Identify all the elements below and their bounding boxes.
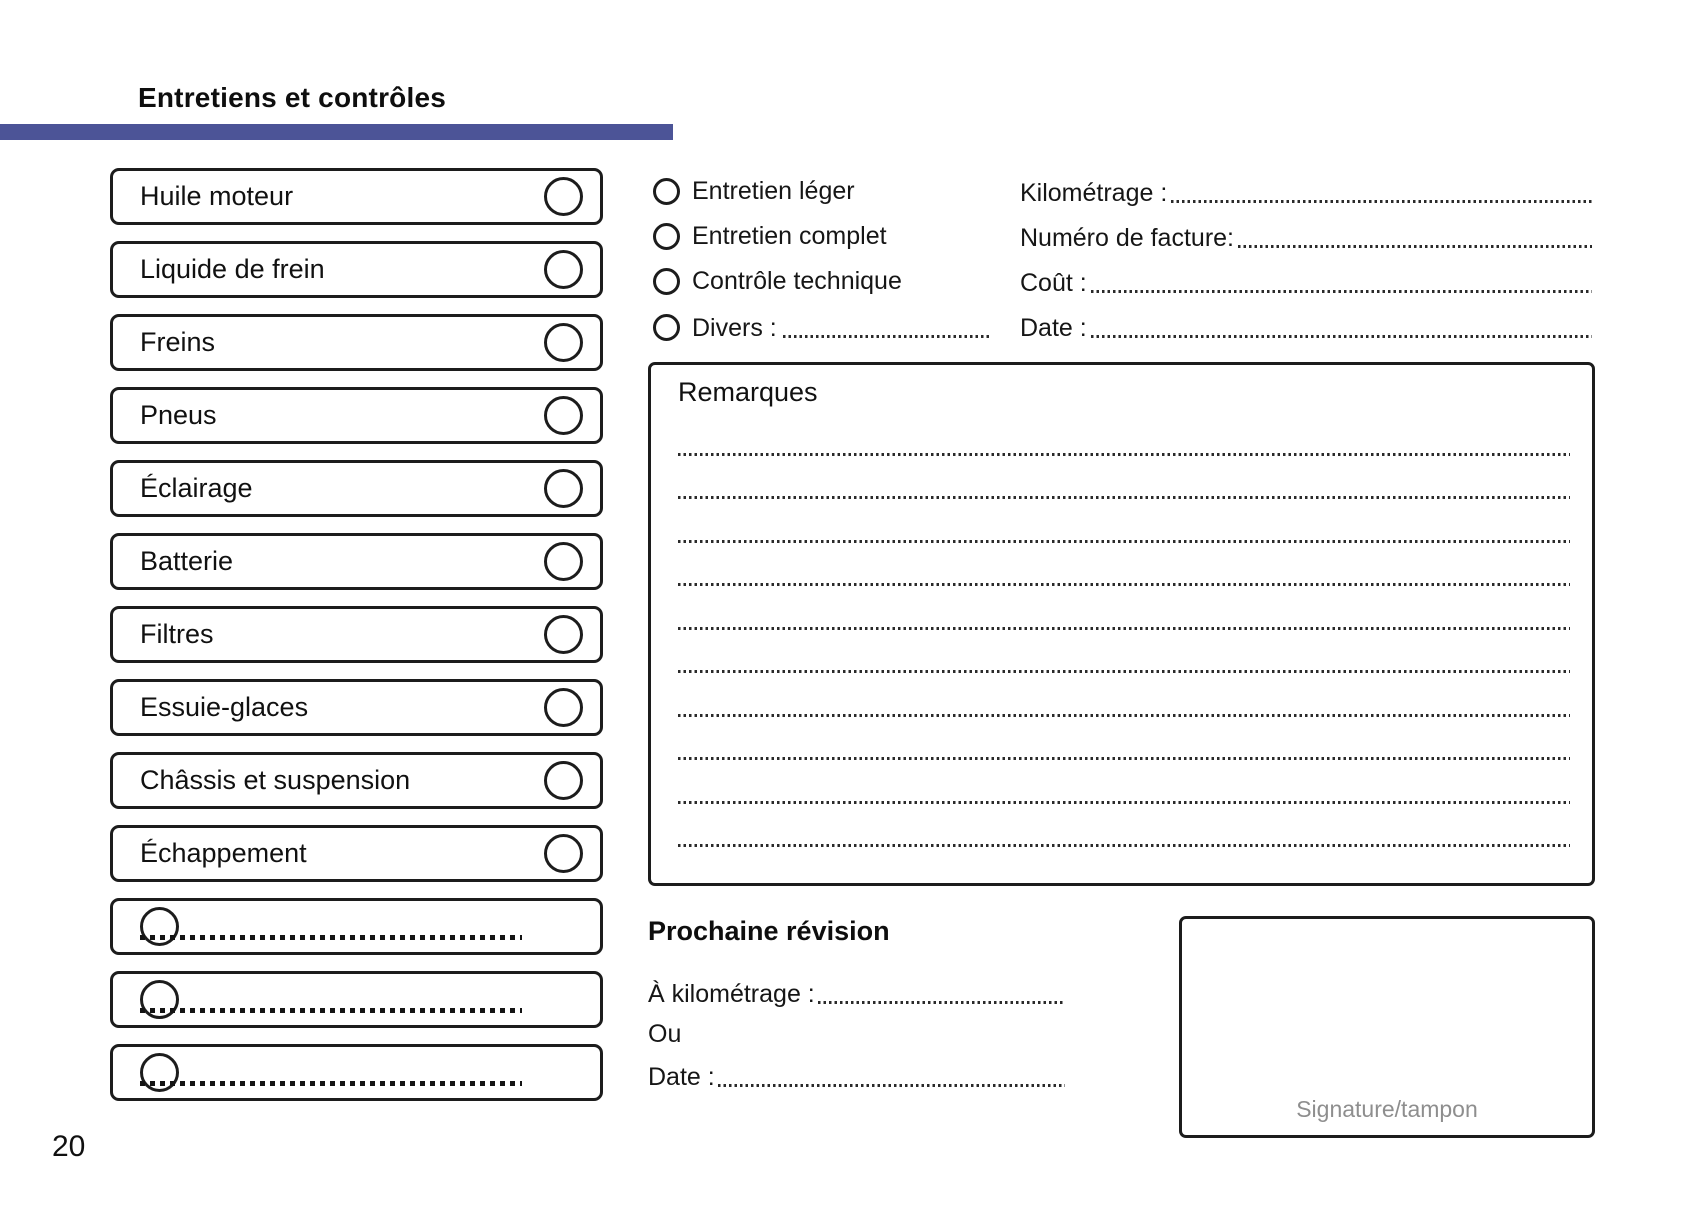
checklist-row-echappement xyxy=(110,825,603,882)
checklist-label: Huile moteur xyxy=(140,181,294,211)
checklist-row-freins xyxy=(110,314,603,371)
check-circle-icon[interactable] xyxy=(544,688,583,727)
service-label: Contrôle technique xyxy=(692,266,902,295)
checklist-row-eclairage xyxy=(110,460,603,517)
checklist-row-batterie xyxy=(110,533,603,590)
service-row-controle-technique xyxy=(653,264,902,298)
remark-write-line[interactable] xyxy=(678,540,1570,543)
checklist-row-blank-3 xyxy=(110,1044,603,1101)
checklist-label: Châssis et suspension xyxy=(140,765,411,795)
next-km-label: À kilométrage : xyxy=(648,980,815,1008)
checklist-row-huile-moteur xyxy=(110,168,603,225)
blank-write-line[interactable] xyxy=(140,935,522,940)
checklist-label: Filtres xyxy=(140,619,214,649)
remark-write-line[interactable] xyxy=(678,583,1570,586)
divers-write-line[interactable] xyxy=(783,335,990,338)
remark-write-line[interactable] xyxy=(678,627,1570,630)
check-circle-icon[interactable] xyxy=(544,469,583,508)
check-circle-icon[interactable] xyxy=(140,1053,179,1092)
info-label: Numéro de facture: xyxy=(1020,224,1234,252)
check-circle-icon[interactable] xyxy=(544,177,583,216)
next-date-label: Date : xyxy=(648,1063,715,1091)
radio-circle-icon[interactable] xyxy=(653,314,680,341)
remark-write-line[interactable] xyxy=(678,714,1570,717)
remark-write-line[interactable] xyxy=(678,757,1570,760)
service-label: Entretien léger xyxy=(692,176,855,205)
date-write-line[interactable] xyxy=(1091,335,1592,338)
next-service-or-label: Ou xyxy=(648,1020,682,1048)
remark-write-line[interactable] xyxy=(678,801,1570,804)
check-circle-icon[interactable] xyxy=(544,761,583,800)
checklist-label: Batterie xyxy=(140,546,234,576)
checklist-row-essuie-glaces xyxy=(110,679,603,736)
info-row-kilometrage xyxy=(1020,174,1592,208)
checklist-row-filtres xyxy=(110,606,603,663)
next-date-write-line[interactable] xyxy=(718,1084,1065,1087)
blank-write-line[interactable] xyxy=(140,1008,522,1013)
service-row-divers xyxy=(653,309,990,343)
info-label: Date : xyxy=(1020,314,1087,342)
divers-label: Divers : xyxy=(692,314,777,342)
check-circle-icon[interactable] xyxy=(544,834,583,873)
next-service-title: Prochaine révision xyxy=(648,916,890,946)
check-circle-icon[interactable] xyxy=(140,907,179,946)
numero-facture-write-line[interactable] xyxy=(1238,245,1592,248)
info-label: Kilométrage : xyxy=(1020,179,1168,207)
check-circle-icon[interactable] xyxy=(140,980,179,1019)
radio-circle-icon[interactable] xyxy=(653,223,680,250)
title-underline-bar xyxy=(0,124,673,140)
radio-circle-icon[interactable] xyxy=(653,178,680,205)
checklist-row-blank-1 xyxy=(110,898,603,955)
checklist-label: Éclairage xyxy=(140,473,253,503)
checklist-label: Échappement xyxy=(140,838,307,868)
info-row-cout xyxy=(1020,264,1592,298)
check-circle-icon[interactable] xyxy=(544,542,583,581)
checklist-row-chassis-et-suspension xyxy=(110,752,603,809)
check-circle-icon[interactable] xyxy=(544,615,583,654)
checklist-row-blank-2 xyxy=(110,971,603,1028)
service-label: Entretien complet xyxy=(692,221,887,250)
check-circle-icon[interactable] xyxy=(544,323,583,362)
checklist-row-pneus xyxy=(110,387,603,444)
kilometrage-write-line[interactable] xyxy=(1171,200,1592,203)
signature-label: Signature/tampon xyxy=(1296,1096,1478,1122)
radio-circle-icon[interactable] xyxy=(653,268,680,295)
remark-write-line[interactable] xyxy=(678,496,1570,499)
checklist-label: Essuie-glaces xyxy=(140,692,309,722)
checklist-label: Pneus xyxy=(140,400,217,430)
service-row-entretien-complet xyxy=(653,219,887,253)
service-row-entretien-leger xyxy=(653,174,855,208)
blank-write-line[interactable] xyxy=(140,1081,522,1086)
signature-box[interactable] xyxy=(1179,916,1595,1138)
remark-write-line[interactable] xyxy=(678,844,1570,847)
remark-write-line[interactable] xyxy=(678,453,1570,456)
check-circle-icon[interactable] xyxy=(544,396,583,435)
checklist-row-liquide-de-frein xyxy=(110,241,603,298)
info-row-date xyxy=(1020,309,1592,343)
remark-write-line[interactable] xyxy=(678,670,1570,673)
check-circle-icon[interactable] xyxy=(544,250,583,289)
next-service-km-row xyxy=(648,975,1065,1009)
next-service-date-row xyxy=(648,1058,1065,1092)
page-title: Entretiens et contrôles xyxy=(138,82,447,113)
remarks-box xyxy=(648,362,1595,886)
info-row-numero-facture xyxy=(1020,219,1592,253)
remarks-title: Remarques xyxy=(678,377,818,407)
info-label: Coût : xyxy=(1020,269,1087,297)
next-km-write-line[interactable] xyxy=(818,1001,1065,1004)
checklist-label: Liquide de frein xyxy=(140,254,325,284)
page-number: 20 xyxy=(52,1130,86,1163)
checklist-label: Freins xyxy=(140,327,216,357)
cout-write-line[interactable] xyxy=(1091,290,1592,293)
